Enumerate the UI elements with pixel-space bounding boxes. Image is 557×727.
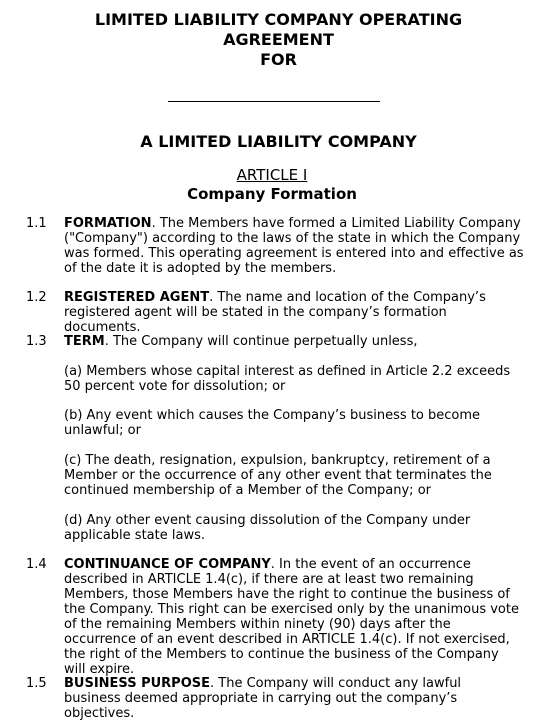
term-item-a: (a) Members whose capital interest as defined in Article 2.2 exceeds 50 percent vote for dissolution; or	[64, 364, 511, 394]
section-number: 1.5	[26, 676, 47, 691]
section-1-1	[26, 216, 524, 276]
article-number: ARTICLE I	[236, 166, 308, 184]
section-body	[64, 216, 524, 276]
document-subtitle: A LIMITED LIABILITY COMPANY	[140, 132, 417, 151]
section-heading: TERM	[64, 334, 105, 349]
section-heading: REGISTERED AGENT	[64, 290, 210, 305]
section-body	[64, 290, 524, 335]
title-line-3: FOR	[260, 50, 297, 69]
section-text: . The name and location of the Company’s registered agent will be stated in the company’s formation documents.	[64, 290, 486, 335]
section-body	[64, 334, 526, 349]
section-1-2	[26, 290, 524, 335]
term-item-b: (b) Any event which causes the Company’s business to become unlawful; or	[64, 408, 481, 438]
section-number: 1.3	[26, 334, 47, 349]
section-text: . The Company will continue perpetually unless,	[104, 334, 418, 349]
section-number: 1.4	[26, 557, 47, 572]
section-number: 1.1	[26, 216, 47, 231]
section-text: . In the event of an occurrence described in ARTICLE 1.4(c), if there are at least two remaining Members, those Members have the right to continue the business of the Company. This right can be exercised only by the unanimous vote of the remaining Members within ninety (90) days after the occurrence of an event described in ARTICLE 1.4(c). If not exercised, the right of the Members to continue the business of the Company will expire.	[64, 557, 519, 677]
section-text: . The Members have formed a Limited Liability Company ("Company") according to the laws of the state in which the Company was formed. This operating agreement is entered into and effective as of the date it is adopted by the members.	[64, 216, 524, 276]
document-title	[0, 10, 557, 70]
section-text: . The Company will conduct any lawful business deemed appropriate in carrying out the company’s objectives.	[64, 676, 462, 721]
company-name-blank-line	[168, 101, 380, 102]
title-line-1: LIMITED LIABILITY COMPANY OPERATING	[94, 10, 463, 29]
section-body	[64, 557, 524, 677]
section-heading: BUSINESS PURPOSE	[64, 676, 211, 691]
term-item-d: (d) Any other event causing dissolution of the Company under applicable state laws.	[64, 513, 471, 543]
article-name: Company Formation	[187, 185, 357, 203]
title-line-2: AGREEMENT	[223, 30, 334, 49]
article-heading	[0, 166, 544, 204]
section-number: 1.2	[26, 290, 47, 305]
section-1-5	[26, 676, 516, 721]
section-heading: CONTINUANCE OF COMPANY	[64, 557, 271, 572]
section-1-4	[26, 557, 524, 677]
section-1-3	[26, 334, 526, 349]
section-body	[64, 676, 516, 721]
term-item-c: (c) The death, resignation, expulsion, bankruptcy, retirement of a Member or the occurrence of any other event that terminates the continued membership of a Member of the Company; or	[64, 453, 492, 498]
section-heading: FORMATION	[64, 216, 152, 231]
